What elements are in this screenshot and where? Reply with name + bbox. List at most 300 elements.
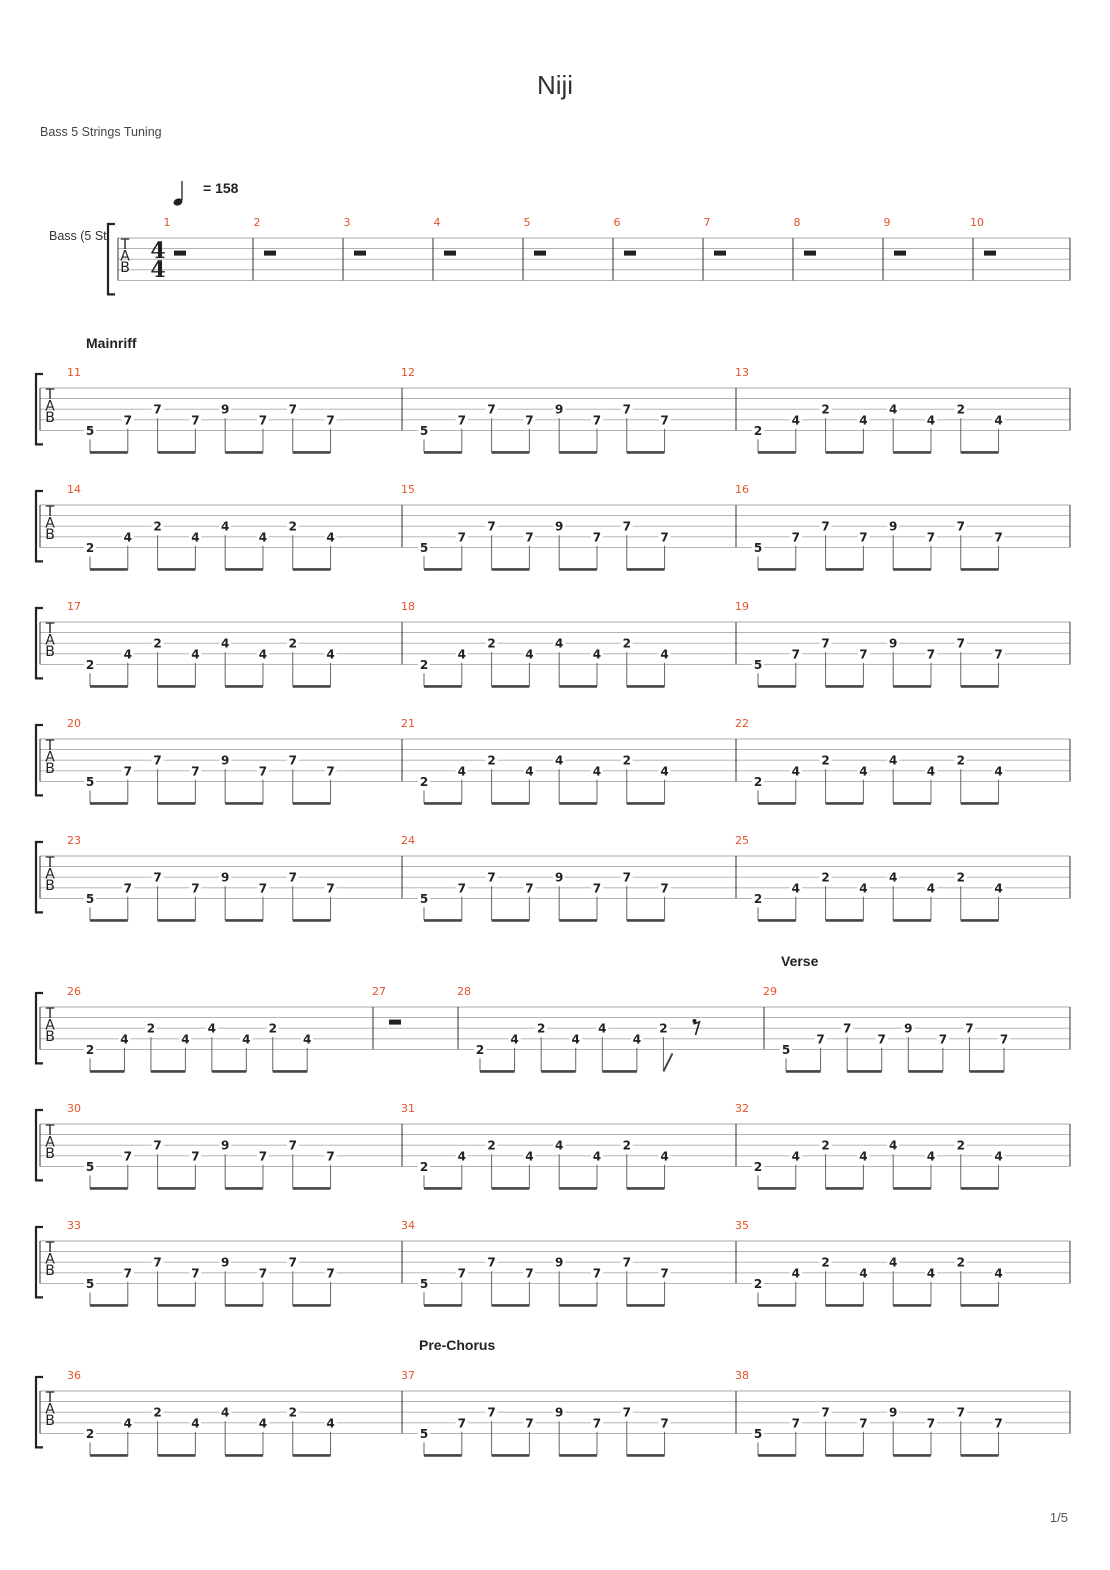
measure-number: 27 — [372, 985, 386, 998]
fret-number: 7 — [525, 530, 534, 545]
fret-number: 2 — [956, 1255, 965, 1270]
fret-number: 9 — [220, 402, 230, 417]
measure-number: 5 — [523, 216, 531, 229]
fret-number: 2 — [753, 423, 763, 438]
fret-number: 7 — [592, 530, 602, 545]
fret-number: 7 — [258, 413, 268, 428]
tab-system — [36, 366, 1070, 452]
fret-number: 2 — [419, 774, 429, 789]
fret-number: 5 — [753, 657, 763, 672]
fret-number: 7 — [191, 764, 200, 779]
fret-number: 7 — [457, 413, 466, 428]
tab-clef-letter: B — [45, 1146, 55, 1162]
fret-number: 7 — [258, 764, 268, 779]
fret-number: 7 — [965, 1021, 974, 1036]
measure-number: 18 — [401, 600, 415, 613]
measure-number: 20 — [67, 717, 81, 730]
fret-number: 4 — [123, 1416, 132, 1431]
fret-number: 7 — [457, 530, 466, 545]
fret-number: 4 — [994, 764, 1003, 779]
fret-number: 2 — [85, 1042, 95, 1057]
measure-number: 31 — [401, 1102, 415, 1115]
fret-number: 4 — [926, 1266, 936, 1281]
fret-number: 4 — [926, 1149, 936, 1164]
fret-number: 4 — [632, 1032, 642, 1047]
fret-number: 2 — [622, 1138, 631, 1153]
measure-number: 36 — [67, 1369, 81, 1382]
fret-number: 4 — [258, 647, 268, 662]
fret-number: 4 — [592, 764, 602, 779]
fret-number: 4 — [859, 413, 868, 428]
tempo-label: = 158 — [203, 180, 239, 196]
fret-number: 2 — [753, 1276, 763, 1291]
fret-number: 7 — [326, 1266, 335, 1281]
measure-number: 4 — [433, 216, 441, 229]
half-rest-icon — [714, 251, 726, 256]
fret-number: 4 — [303, 1032, 312, 1047]
measure-number: 38 — [735, 1369, 749, 1382]
tab-system — [36, 600, 1070, 686]
tab-clef-letter: T — [45, 621, 55, 637]
half-rest-icon — [354, 251, 366, 256]
measure-number: 7 — [703, 216, 711, 229]
fret-number: 4 — [525, 1149, 534, 1164]
fret-number: 2 — [288, 1405, 297, 1420]
fret-number: 7 — [457, 1266, 466, 1281]
fret-number: 7 — [191, 881, 200, 896]
fret-number: 2 — [487, 1138, 496, 1153]
fret-number: 7 — [326, 1149, 335, 1164]
fret-number: 7 — [956, 636, 965, 651]
tab-system — [108, 216, 1070, 294]
tab-clef-letter: T — [45, 1006, 55, 1022]
fret-number: 4 — [326, 647, 335, 662]
measure-number: 37 — [401, 1369, 415, 1382]
tab-clef-letter: A — [45, 1401, 55, 1418]
measure-number: 1 — [163, 216, 171, 229]
fret-number: 7 — [191, 1266, 200, 1281]
fret-number: 4 — [994, 1149, 1003, 1164]
fret-number: 5 — [753, 1426, 763, 1441]
quarter-note-icon — [173, 181, 184, 207]
fret-number: 7 — [525, 881, 534, 896]
fret-number: 4 — [123, 530, 132, 545]
tab-clef-letter: T — [45, 504, 55, 520]
measure-number: 29 — [763, 985, 777, 998]
fret-number: 7 — [791, 530, 800, 545]
fret-number: 7 — [326, 764, 335, 779]
measure-number: 15 — [401, 483, 415, 496]
fret-number: 2 — [753, 891, 763, 906]
fret-number: 9 — [888, 1405, 898, 1420]
fret-number: 4 — [220, 1405, 230, 1420]
fret-number: 4 — [791, 764, 800, 779]
half-rest-icon — [534, 251, 546, 256]
fret-number: 7 — [821, 1405, 830, 1420]
measure-number: 30 — [67, 1102, 81, 1115]
measure-number: 14 — [67, 483, 81, 496]
tab-clef-letter: A — [45, 1134, 55, 1151]
fret-number: 4 — [510, 1032, 519, 1047]
fret-number: 7 — [660, 1266, 669, 1281]
fret-number: 2 — [536, 1021, 546, 1036]
fret-number: 4 — [994, 1266, 1003, 1281]
fret-number: 7 — [525, 1416, 534, 1431]
fret-number: 5 — [85, 1276, 95, 1291]
fret-number: 7 — [622, 1405, 631, 1420]
fret-number: 4 — [888, 870, 898, 885]
fret-number: 7 — [123, 413, 132, 428]
tab-clef-letter: B — [45, 878, 55, 894]
fret-number: 2 — [956, 402, 965, 417]
fret-number: 7 — [288, 1255, 297, 1270]
fret-number: 7 — [938, 1032, 948, 1047]
fret-number: 7 — [859, 647, 868, 662]
fret-number: 2 — [956, 753, 965, 768]
fret-number: 7 — [660, 1416, 669, 1431]
fret-number: 9 — [220, 753, 230, 768]
fret-number: 7 — [859, 1416, 868, 1431]
fret-number: 7 — [592, 413, 602, 428]
fret-number: 5 — [419, 891, 429, 906]
half-rest-icon — [389, 1020, 401, 1025]
fret-number: 4 — [326, 1416, 335, 1431]
tab-clef-letter: B — [45, 761, 55, 777]
tab-clef-letter: A — [45, 515, 55, 532]
fret-number: 4 — [242, 1032, 251, 1047]
half-rest-icon — [804, 251, 816, 256]
measure-number: 26 — [67, 985, 81, 998]
fret-number: 2 — [85, 1426, 95, 1441]
fret-number: 4 — [859, 1266, 868, 1281]
fret-number: 4 — [258, 1416, 268, 1431]
fret-number: 2 — [487, 753, 496, 768]
fret-number: 4 — [660, 647, 669, 662]
fret-number: 7 — [994, 1416, 1003, 1431]
fret-number: 7 — [660, 881, 669, 896]
fret-number: 4 — [888, 402, 898, 417]
fret-number: 7 — [956, 519, 965, 534]
fret-number: 7 — [994, 647, 1003, 662]
tab-system — [36, 1102, 1070, 1188]
measure-number: 24 — [401, 834, 415, 847]
fret-number: 2 — [85, 657, 95, 672]
fret-number: 7 — [592, 881, 602, 896]
fret-number: 7 — [926, 647, 936, 662]
measure-number: 22 — [735, 717, 749, 730]
fret-number: 2 — [487, 636, 496, 651]
fret-number: 4 — [457, 764, 466, 779]
measure-number: 19 — [735, 600, 749, 613]
fret-number: 2 — [753, 774, 763, 789]
fret-number: 5 — [419, 1276, 429, 1291]
measure-number: 33 — [67, 1219, 81, 1232]
fret-number: 7 — [326, 413, 335, 428]
fret-number: 2 — [475, 1042, 485, 1057]
fret-number: 7 — [258, 1266, 268, 1281]
fret-number: 5 — [85, 774, 95, 789]
fret-number: 9 — [554, 402, 564, 417]
fret-number: 4 — [888, 753, 898, 768]
half-rest-icon — [984, 251, 996, 256]
fret-number: 7 — [123, 1266, 132, 1281]
fret-number: 7 — [994, 530, 1003, 545]
tab-system — [36, 985, 1070, 1071]
tab-system — [36, 1369, 1070, 1455]
fret-number: 7 — [123, 764, 132, 779]
fret-number: 4 — [181, 1032, 190, 1047]
tab-clef-letter: T — [45, 387, 55, 403]
fret-number: 7 — [288, 402, 297, 417]
tab-system — [36, 834, 1070, 920]
fret-number: 7 — [821, 519, 830, 534]
fret-number: 7 — [622, 519, 631, 534]
fret-number: 4 — [859, 764, 868, 779]
measure-number: 13 — [735, 366, 749, 379]
fret-number: 4 — [926, 413, 936, 428]
measure-number: 10 — [970, 216, 984, 229]
fret-number: 9 — [554, 1405, 564, 1420]
fret-number: 7 — [487, 1255, 496, 1270]
fret-number: 4 — [791, 1149, 800, 1164]
fret-number: 5 — [85, 1159, 95, 1174]
fret-number: 7 — [487, 519, 496, 534]
fret-number: 2 — [288, 519, 297, 534]
fret-number: 7 — [258, 1149, 268, 1164]
fret-number: 7 — [191, 413, 200, 428]
fret-number: 7 — [123, 881, 132, 896]
tab-clef-letter: A — [45, 632, 55, 649]
fret-number: 7 — [821, 636, 830, 651]
fret-number: 4 — [258, 530, 268, 545]
fret-number: 4 — [888, 1138, 898, 1153]
tab-system — [36, 483, 1070, 569]
fret-number: 5 — [85, 423, 95, 438]
fret-number: 2 — [85, 540, 95, 555]
fret-number: 7 — [153, 1255, 162, 1270]
fret-number: 2 — [821, 870, 830, 885]
tab-clef-letter: B — [45, 644, 55, 660]
fret-number: 9 — [888, 636, 898, 651]
fret-number: 2 — [288, 636, 297, 651]
fret-number: 4 — [994, 413, 1003, 428]
fret-number: 7 — [191, 1149, 200, 1164]
fret-number: 4 — [457, 647, 466, 662]
fret-number: 7 — [622, 1255, 631, 1270]
fret-number: 7 — [153, 402, 162, 417]
fret-number: 5 — [781, 1042, 791, 1057]
fret-number: 4 — [791, 1266, 800, 1281]
fret-number: 7 — [457, 1416, 466, 1431]
tab-clef-letter: A — [120, 248, 130, 265]
tab-clef-letter: B — [45, 410, 55, 426]
fret-number: 4 — [592, 647, 602, 662]
fret-number: 4 — [554, 753, 564, 768]
fret-number: 7 — [326, 881, 335, 896]
tab-clef-letter: T — [45, 1240, 55, 1256]
tab-clef-letter: A — [45, 398, 55, 415]
fret-number: 7 — [487, 870, 496, 885]
fret-number: 9 — [554, 1255, 564, 1270]
song-title: Niji — [536, 70, 574, 100]
measure-number: 11 — [67, 366, 81, 379]
fret-number: 7 — [622, 402, 631, 417]
tab-clef-letter: T — [120, 237, 130, 253]
tab-clef-letter: B — [45, 1263, 55, 1279]
measure-number: 12 — [401, 366, 415, 379]
section-label-verse: Verse — [781, 953, 819, 969]
fret-number: 4 — [888, 1255, 898, 1270]
fret-number: 4 — [554, 1138, 564, 1153]
fret-number: 4 — [120, 1032, 129, 1047]
fret-number: 7 — [622, 870, 631, 885]
fret-number: 9 — [554, 519, 564, 534]
fret-number: 7 — [123, 1149, 132, 1164]
fret-number: 4 — [994, 881, 1003, 896]
measure-number: 6 — [613, 216, 621, 229]
tab-clef-letter: T — [45, 855, 55, 871]
fret-number: 5 — [85, 891, 95, 906]
fret-number: 2 — [146, 1021, 156, 1036]
half-rest-icon — [444, 251, 456, 256]
measure-number: 34 — [401, 1219, 415, 1232]
fret-number: 7 — [487, 402, 496, 417]
section-label-mainriff: Mainriff — [86, 335, 137, 351]
fret-number: 2 — [956, 1138, 965, 1153]
fret-number: 4 — [859, 1149, 868, 1164]
measure-number: 3 — [343, 216, 351, 229]
fret-number: 5 — [419, 540, 429, 555]
measure-number: 21 — [401, 717, 415, 730]
fret-number: 7 — [956, 1405, 965, 1420]
fret-number: 4 — [220, 636, 230, 651]
fret-number: 4 — [660, 764, 669, 779]
measure-number: 8 — [793, 216, 801, 229]
measure-number: 32 — [735, 1102, 749, 1115]
fret-number: 2 — [821, 1255, 830, 1270]
fret-number: 4 — [926, 764, 936, 779]
tab-clef-letter: T — [45, 738, 55, 754]
fret-number: 7 — [660, 413, 669, 428]
fret-number: 2 — [268, 1021, 277, 1036]
fret-number: 5 — [419, 423, 429, 438]
fret-number: 2 — [419, 1159, 429, 1174]
fret-number: 4 — [791, 881, 800, 896]
time-signature-bottom: 4 — [150, 257, 166, 283]
tab-system — [36, 1219, 1070, 1305]
fret-number: 4 — [191, 530, 200, 545]
fret-number: 4 — [660, 1149, 669, 1164]
section-label-pre-chorus: Pre-Chorus — [419, 1337, 496, 1353]
tab-clef-letter: T — [45, 1390, 55, 1406]
fret-number: 2 — [153, 1405, 162, 1420]
fret-number: 4 — [525, 764, 534, 779]
fret-number: 7 — [926, 530, 936, 545]
half-rest-icon — [174, 251, 186, 256]
fret-number: 7 — [258, 881, 268, 896]
fret-number: 4 — [191, 1416, 200, 1431]
fret-number: 2 — [622, 636, 631, 651]
fret-number: 5 — [753, 540, 763, 555]
tab-clef-letter: A — [45, 1251, 55, 1268]
fret-number: 4 — [859, 881, 868, 896]
fret-number: 2 — [419, 657, 429, 672]
fret-number: 7 — [859, 530, 868, 545]
fret-number: 4 — [220, 519, 230, 534]
fret-number: 2 — [821, 1138, 830, 1153]
fret-number: 4 — [326, 530, 335, 545]
fret-number: 4 — [525, 647, 534, 662]
fret-number: 2 — [821, 402, 830, 417]
measure-number: 2 — [253, 216, 261, 229]
fret-number: 9 — [888, 519, 898, 534]
fret-number: 2 — [622, 753, 631, 768]
fret-number: 4 — [207, 1021, 217, 1036]
fret-number: 7 — [791, 647, 800, 662]
fret-number: 4 — [457, 1149, 466, 1164]
tab-clef-letter: B — [45, 527, 55, 543]
tab-clef-letter: A — [45, 749, 55, 766]
fret-number: 4 — [791, 413, 800, 428]
fret-number: 7 — [525, 413, 534, 428]
fret-number: 2 — [153, 519, 162, 534]
fret-number: 9 — [220, 870, 230, 885]
fret-number: 7 — [153, 870, 162, 885]
fret-number: 4 — [926, 881, 936, 896]
fret-number: 2 — [153, 636, 162, 651]
fret-number: 4 — [571, 1032, 580, 1047]
fret-number: 7 — [926, 1416, 936, 1431]
measure-number: 28 — [457, 985, 471, 998]
fret-number: 7 — [487, 1405, 496, 1420]
fret-number: 7 — [791, 1416, 800, 1431]
half-rest-icon — [624, 251, 636, 256]
fret-number: 7 — [999, 1032, 1009, 1047]
fret-number: 4 — [598, 1021, 607, 1036]
fret-number: 7 — [457, 881, 466, 896]
fret-number: 7 — [288, 870, 297, 885]
fret-number: 7 — [153, 1138, 162, 1153]
measure-number: 25 — [735, 834, 749, 847]
half-rest-icon — [894, 251, 906, 256]
fret-number: 4 — [554, 636, 564, 651]
fret-number: 7 — [660, 530, 669, 545]
measure-number: 35 — [735, 1219, 749, 1232]
tab-clef-letter: T — [45, 1123, 55, 1139]
tab-clef-letter: B — [45, 1413, 55, 1429]
tab-clef-letter: B — [45, 1029, 55, 1045]
tab-clef-letter: B — [120, 260, 130, 276]
tab-system — [36, 717, 1070, 803]
fret-number: 7 — [288, 753, 297, 768]
fret-number: 7 — [816, 1032, 825, 1047]
fret-number: 9 — [220, 1138, 230, 1153]
measure-number: 16 — [735, 483, 749, 496]
fret-number: 4 — [191, 647, 200, 662]
instrument-label: Bass (5 St — [49, 229, 107, 243]
tab-clef-letter: A — [45, 1017, 55, 1034]
note-flag-icon — [663, 1053, 672, 1071]
system-bracket — [108, 224, 115, 294]
fret-number: 5 — [419, 1426, 429, 1441]
page-number: 1/5 — [1049, 1510, 1068, 1525]
fret-number: 7 — [592, 1266, 602, 1281]
tab-clef-letter: A — [45, 866, 55, 883]
fret-number: 4 — [123, 647, 132, 662]
fret-number: 9 — [554, 870, 564, 885]
half-rest-icon — [264, 251, 276, 256]
fret-number: 7 — [153, 753, 162, 768]
